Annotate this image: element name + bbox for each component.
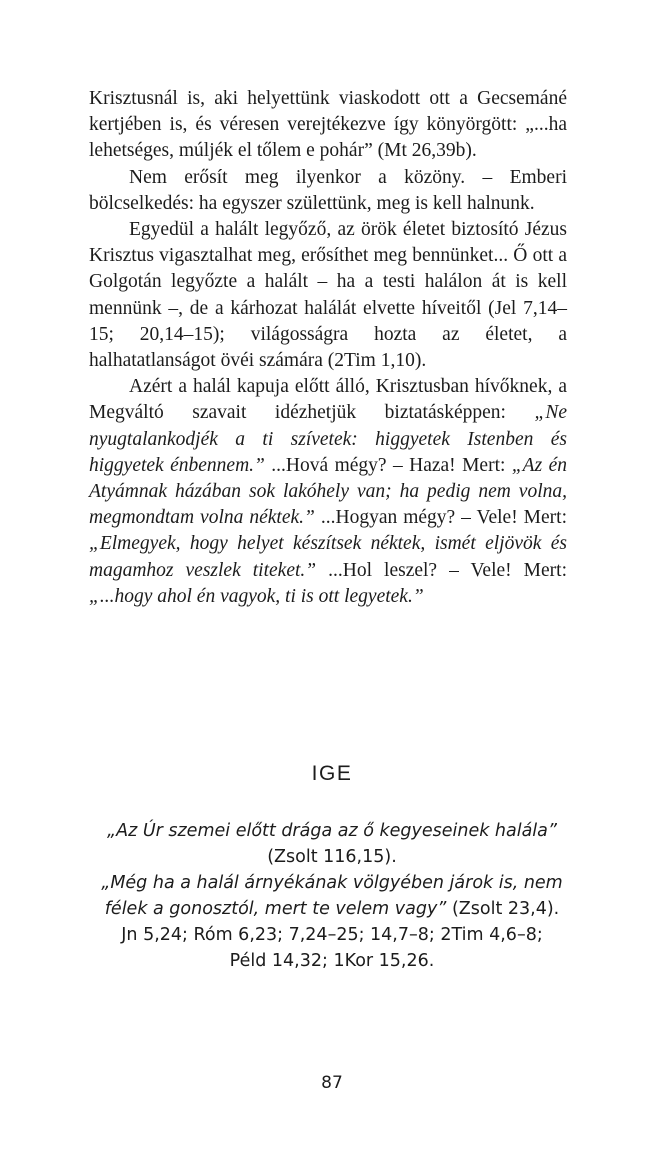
page-number: 87 (321, 1073, 343, 1093)
verse-2-quote-line-2: félek a gonosztól, mert te velem vagy” (104, 899, 447, 919)
text-segment: ...Hogyan mégy? – Vele! Mert: (314, 507, 567, 529)
paragraph-1: Krisztusnál is, aki helyettünk viaskodott ott a Gecsemáné kertjében is, és véresen verejtékezve így könyörgött: „...ha lehetséges, múljék el tőlem e pohár” (Mt 26,39b). (89, 88, 567, 162)
verse-1-reference: (Zsolt 116,15). (267, 847, 397, 867)
scripture-quote: „Ne nyugtalankodjék a ti szívetek: higgyetek Istenben és higgyetek énbennem.” (89, 402, 567, 476)
paragraph-2: Nem erősít meg ilyenkor a közöny. – Emberi bölcselkedés: ha egyszer születtünk, meg is kell halnunk. (89, 166, 567, 214)
verse-2-reference: (Zsolt 23,4). (446, 899, 560, 919)
text-segment: Azért a halál kapuja előtt álló, Krisztusban hívőknek, a Megváltó szavait idézhetjük biztatásképpen: (89, 376, 567, 424)
scripture-quote: „Az én Atyámnak házában sok lakóhely van; ha pedig nem volna, megmondtam volna néktek.” (89, 454, 567, 529)
scripture-quote: „...hogy ahol én vagyok, ti is ott legyetek.” (89, 585, 424, 607)
verse-block (60, 818, 604, 974)
verse-2-quote-line-1: „Még ha a halál árnyékának völgyében járok is, nem (101, 873, 563, 893)
text-segment: ...Hol leszel? – Vele! Mert: (316, 559, 567, 581)
verse-2-line-2 (60, 896, 604, 922)
paragraph-3: Egyedül a halált legyőző, az örök életet biztosító Jézus Krisztus vigasztalhat meg, erősíthet meg bennünket... Ő ott a Golgotán legyőzte a halált – ha a testi halálon át is kell mennünk –, de a kárhozat halálát elvette híveitől (Jel 7,14–15; 20,14–15); világosságra hozta az életet, a halhatatlanságot övéi számára (2Tim 1,10). (89, 219, 567, 372)
scripture-quote: „Elmegyek, hogy helyet készítsek néktek, ismét eljövök és magamhoz veszlek titeket.” (89, 533, 567, 581)
verse-1-quote: „Az Úr szemei előtt drága az ő kegyeseinek halála” (107, 821, 557, 841)
references-line-1: Jn 5,24; Róm 6,23; 7,24–25; 14,7–8; 2Tim 4,6–8; (121, 925, 543, 945)
section-title: IGE (311, 762, 353, 785)
paragraph-4 (89, 374, 567, 610)
page-body (89, 86, 567, 610)
text-segment: ...Hová mégy? – Haza! Mert: (264, 454, 512, 476)
references-line-2: Péld 14,32; 1Kor 15,26. (229, 951, 435, 971)
main-text (89, 86, 567, 610)
